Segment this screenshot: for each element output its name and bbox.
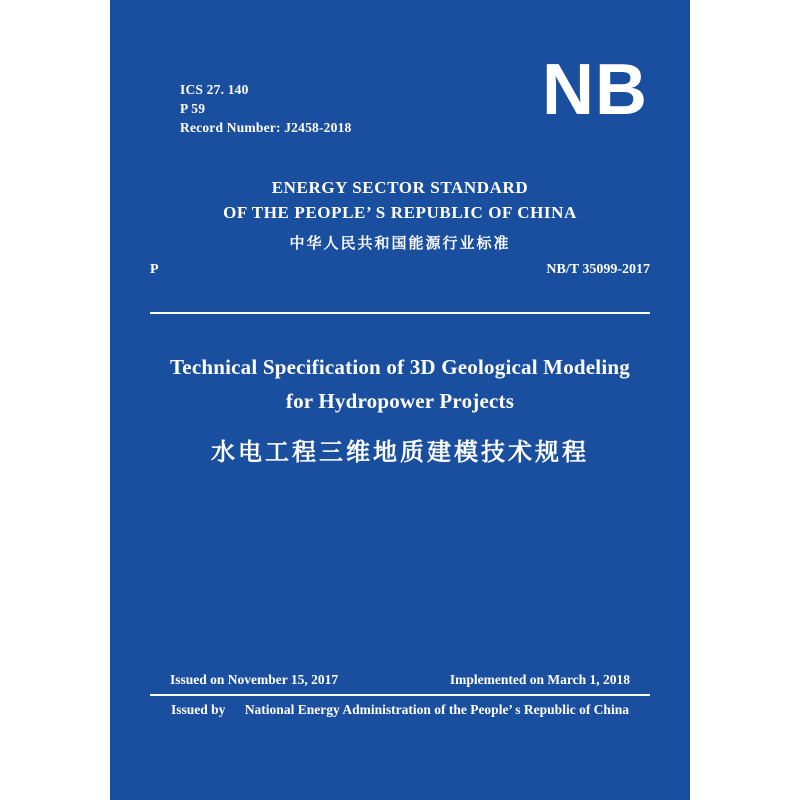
record-number: Record Number: J2458-2018 [180, 120, 352, 135]
designation-row [150, 262, 650, 278]
heading-chinese: 中华人民共和国能源行业标准 [289, 234, 511, 252]
title-english-line1: Technical Specification of 3D Geological Modeling [170, 355, 630, 379]
nb-logo: NB [542, 50, 648, 130]
cover-inner [130, 0, 670, 800]
ics-number: ICS 27. 140 [180, 82, 249, 97]
title-english-line2: for Hydropower Projects [285, 389, 515, 413]
divider-top [150, 312, 650, 314]
classification-code: P 59 [180, 101, 206, 116]
issuer-organization: National Energy Administration of the People’ s Republic of China [244, 702, 629, 717]
issuer-label: Issued by [171, 702, 226, 717]
heading-english-line2: OF THE PEOPLE’ S REPUBLIC OF CHINA [223, 203, 577, 222]
title-chinese: 水电工程三维地质建模技术规程 [211, 438, 589, 466]
standard-heading [130, 175, 670, 257]
issuer-row [150, 702, 650, 718]
heading-english-line1: ENERGY SECTOR STANDARD [271, 178, 529, 197]
title-block [160, 350, 640, 472]
standard-cover [110, 0, 690, 800]
divider-bottom [150, 694, 650, 696]
dates-row [170, 672, 630, 688]
standard-number: NB/T 35099-2017 [546, 262, 650, 277]
implemented-date: Implemented on March 1, 2018 [449, 672, 630, 687]
issued-date: Issued on November 15, 2017 [170, 672, 339, 687]
category-code: P [150, 262, 159, 277]
ics-block [180, 80, 351, 137]
